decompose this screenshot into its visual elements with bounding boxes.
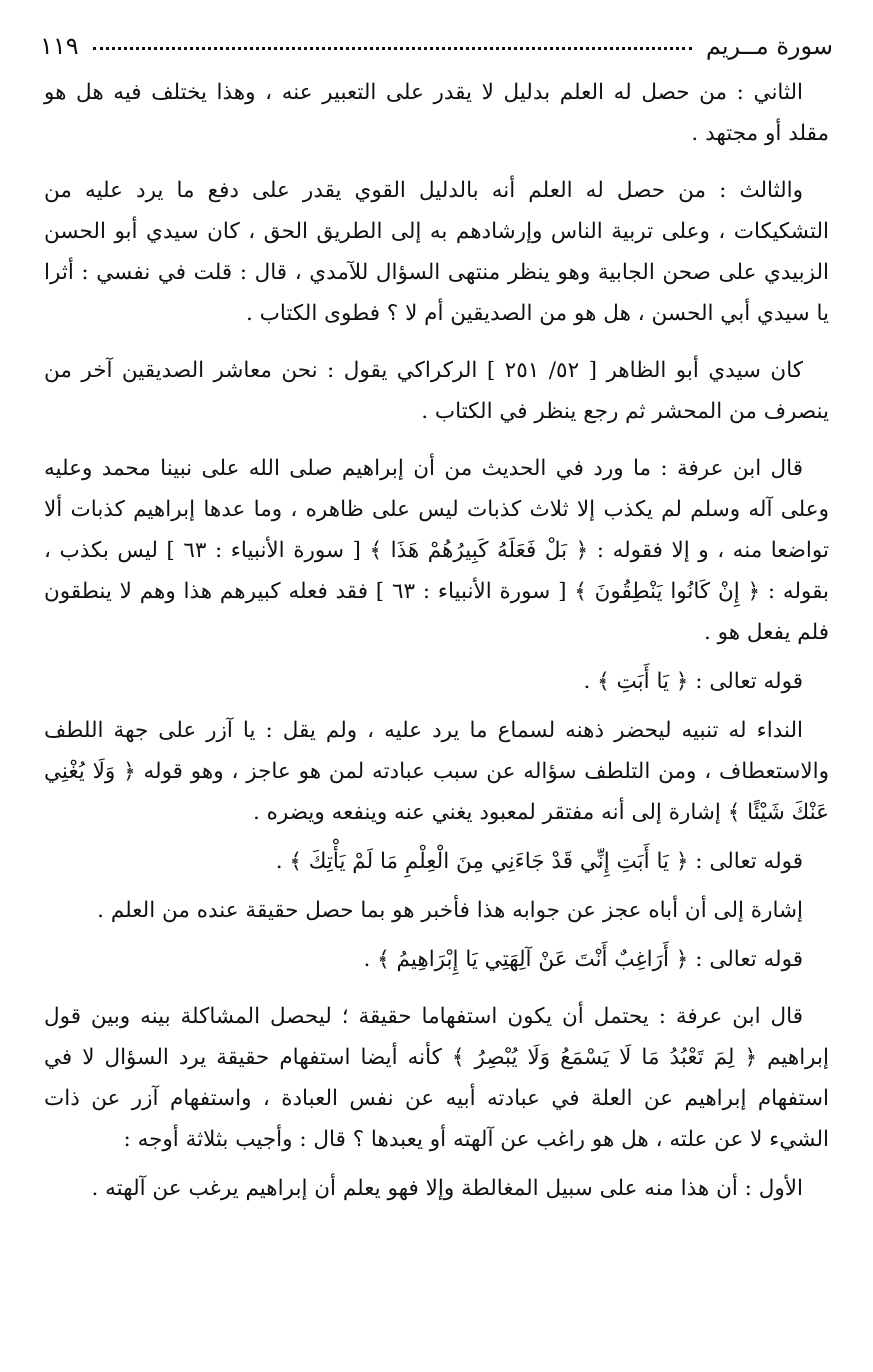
page-number: ١١٩ — [40, 32, 79, 60]
paragraph: قال ابن عرفة : ما ورد في الحديث من أن إبراهيم صلى الله على نبينا محمد وعليه وعلى آله وسلم لم يكذب إلا ثلاث كذبات ليس على ظاهره ، وما عدها إبراهيم كذبات ألا تواضعا منه ، و إلا فقوله : ﴿ بَلْ فَعَلَهُ كَبِيرُهُمْ هَذَا ﴾ [ سورة الأنبياء : ٦٣ ] ليس بكذب ، بقوله : ﴿ إِنْ كَانُوا يَنْطِقُونَ ﴾ [ سورة الأنبياء : ٦٣ ] فقد فعله كبيرهم هذا وهم لا ينطقون فلم يفعل هو . — [44, 456, 829, 645]
page-header — [40, 28, 833, 64]
paragraph-spacer — [44, 702, 829, 710]
paragraph: كان سيدي أبو الظاهر [ ٥٢/ ٢٥١ ] الركراكي يقول : نحن معاشر الصديقين آخر من ينصرف من المحشر ثم رجع ينظر في الكتاب . — [44, 358, 829, 424]
paragraph-spacer — [44, 432, 829, 448]
surah-title: سورة مــريم — [705, 32, 833, 60]
paragraph-spacer — [44, 154, 829, 170]
paragraph: الثاني : من حصل له العلم بدليل لا يقدر على التعبير عنه ، وهذا يختلف فيه هل هو مقلد أو مجتهد . — [44, 80, 829, 146]
paragraph: إشارة إلى أن أباه عجز عن جوابه هذا فأخبر هو بما حصل حقيقة عنده من العلم . — [97, 898, 803, 923]
paragraph-spacer — [44, 1160, 829, 1168]
verse-heading: قوله تعالى : ﴿ يَا أَبَتِ ﴾ . — [583, 669, 803, 694]
header-dotted-leader — [93, 47, 692, 50]
paragraph-spacer — [44, 334, 829, 350]
paragraph: والثالث : من حصل له العلم أنه بالدليل القوي يقدر على دفع ما يرد عليه من التشكيكات ، وعلى تربية الناس وإرشادهم به إلى الطريق الحق ، كان سيدي أبو الحسن الزبيدي على صحن الجابية وهو ينظر منتهى السؤال للآمدي ، قال : قلت في نفسي : أثرا يا سيدي أبي الحسن ، هل هو من الصديقين أم لا ؟ فطوى الكتاب . — [44, 178, 829, 326]
verse-heading: قوله تعالى : ﴿ أَرَاغِبٌ أَنْتَ عَنْ آلِهَتِي يَا إِبْرَاهِيمُ ﴾ . — [363, 947, 803, 972]
verse-heading: قوله تعالى : ﴿ يَا أَبَتِ إِنِّي قَدْ جَاءَنِي مِنَ الْعِلْمِ مَا لَمْ يَأْتِكَ ﴾ . — [275, 849, 803, 874]
paragraph: النداء له تنبيه ليحضر ذهنه لسماع ما يرد عليه ، ولم يقل : يا آزر على جهة اللطف والاستعطاف ، ومن التلطف سؤاله عن سبب عبادته لمن هو عاجز ، وهو قوله ﴿ وَلَا يُغْنِي عَنْكَ شَيْئًا ﴾ إشارة إلى أنه مفتقر لمعبود يغني عنه وينفعه ويضره . — [44, 718, 829, 825]
paragraph-spacer — [44, 653, 829, 661]
paragraph-spacer — [44, 833, 829, 841]
paragraph-spacer — [44, 931, 829, 939]
page-body — [44, 72, 829, 1209]
paragraph-spacer — [44, 980, 829, 996]
paragraph-spacer — [44, 882, 829, 890]
paragraph: قال ابن عرفة : يحتمل أن يكون استفهاما حقيقة ؛ ليحصل المشاكلة بينه وبين قول إبراهيم ﴿ لِمَ تَعْبُدُ مَا لَا يَسْمَعُ وَلَا يُبْصِرُ ﴾ كأنه أيضا استفهام حقيقة يرد السؤال لا في استفهام إبراهيم عن العلة في عبادته أبيه عن نفس العبادة ، واستفهام آزر عن ذات الشيء لا عن علته ، هل هو راغب عن آلهته أو يعبدها ؟ قال : وأجيب بثلاثة أوجه : — [44, 1004, 829, 1152]
paragraph: الأول : أن هذا منه على سبيل المغالطة وإلا فهو يعلم أن إبراهيم يرغب عن آلهته . — [91, 1176, 803, 1201]
